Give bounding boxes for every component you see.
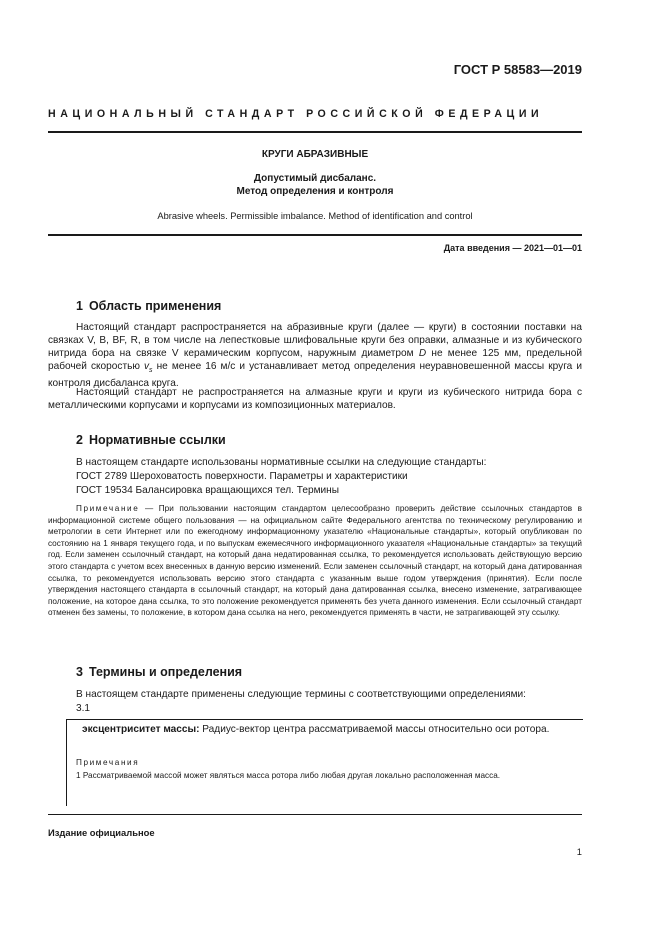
document-subtitle-2: Метод определения и контроля	[236, 186, 394, 197]
footer-rule	[48, 814, 582, 815]
section-1-paragraph-1	[48, 322, 582, 391]
term-notes-label: Примечания	[76, 758, 140, 767]
section-3-heading	[76, 665, 242, 679]
section-number: 1	[76, 299, 83, 313]
document-title: КРУГИ АБРАЗИВНЫЕ	[261, 149, 369, 160]
reference-item: ГОСТ 2789 Шероховатость поверхности. Параметры и характеристики	[76, 471, 408, 482]
section-2-intro: В настоящем стандарте использованы нормативные ссылки на следующие стандарты:	[76, 457, 487, 468]
section-2-note	[48, 503, 582, 619]
section-number: 3	[76, 665, 83, 679]
title-rule	[48, 234, 582, 236]
reference-item: ГОСТ 19534 Балансировка вращающихся тел. Термины	[76, 485, 339, 496]
section-title: Термины и определения	[88, 665, 243, 679]
official-edition-label: Издание официальное	[48, 827, 155, 838]
term-item-number: 3.1	[76, 703, 91, 714]
section-2-heading	[76, 433, 226, 447]
term-definition	[82, 723, 576, 737]
document-subtitle-1: Допустимый дисбаланс.	[253, 173, 377, 184]
english-title: Abrasive wheels. Permissible imbalance. Method of identification and control	[157, 211, 473, 221]
note-label: Примечание	[76, 504, 140, 513]
standard-code: ГОСТ Р 58583—2019	[453, 62, 582, 77]
section-title: Нормативные ссылки	[88, 433, 226, 447]
page-number: 1	[576, 846, 582, 857]
header-rule	[48, 131, 582, 133]
symbol-v: v	[143, 360, 150, 372]
section-1-paragraph-2: Настоящий стандарт не распространяется на алмазные круги и круги из кубического нитрида бора с металлическими корпусами и корпусами из композиционных материалов.	[48, 387, 582, 411]
definition-text: Радиус-вектор центра рассматриваемой массы относительно оси ротора.	[199, 724, 550, 735]
national-standard-title: НАЦИОНАЛЬНЫЙ СТАНДАРТ РОССИЙСКОЙ ФЕДЕРАЦИИ	[48, 108, 544, 120]
text-run: не менее 16 м/с и устанавливает метод определения неуравновешенной массы круга и контроля дисбаланса круга.	[48, 360, 582, 389]
text-run: Настоящий стандарт распространяется на абразивные круги (далее — круги) в состоянии поставки на связках V, B, BF, R, в том числе на лепестковые шлифовальные круги без оправки, алмазные и из кубического нитрида бора на связке V керамическим корпусом, наружным диаметром	[48, 322, 582, 359]
section-title: Область применения	[88, 299, 222, 313]
introduction-date: Дата введения — 2021—01—01	[443, 243, 582, 253]
section-number: 2	[76, 433, 83, 447]
symbol-D: D	[418, 347, 427, 359]
section-3-intro: В настоящем стандарте применены следующие термины с соответствующими определениями:	[76, 689, 526, 700]
term-note-1: 1 Рассматриваемой массой может являться масса ротора либо любая другая локально расположенная масса.	[76, 771, 501, 780]
note-text: — При пользовании настоящим стандартом целесообразно проверить действие ссылочных стандартов в информационной системе общего пользования — на официальном сайте Федерального агентства по техническому регулированию и метрологии в сети Интернет или по ежегодному информационному указателю «Национальные стандарты», который опубликован по состоянию на 1 января текущего года, и по выпускам ежемесячного информационного указателя «Национальные стандарты» за текущий год. Если заменен ссылочный стандарт, на который дана недатированная ссылка, то рекомендуется использовать действующую версию этого стандарта с учетом всех внесенных в данную версию изменений. Если заменен ссылочный стандарт, на который дана датированная ссылка, то рекомендуется использовать версию этого стандарта с указанным выше годом утверждения (принятия). Если после утверждения настоящего стандарта в ссылочный стандарт, на который дана датированная ссылка, внесено изменение, затрагивающее положение, на которое дана ссылка, то это положение рекомендуется применять без учета данного изменения. Если ссылочный стандарт отменен без замены, то положение, в котором дана ссылка на него, рекомендуется применять в части, не затрагивающей эту ссылку.	[48, 504, 582, 618]
symbol-subscript-s: s	[149, 366, 153, 374]
term-name: эксцентриситет массы:	[82, 724, 200, 735]
section-1-heading	[76, 299, 221, 313]
text-run: не менее 125 мм, предельной рабочей скоростью	[48, 347, 582, 372]
